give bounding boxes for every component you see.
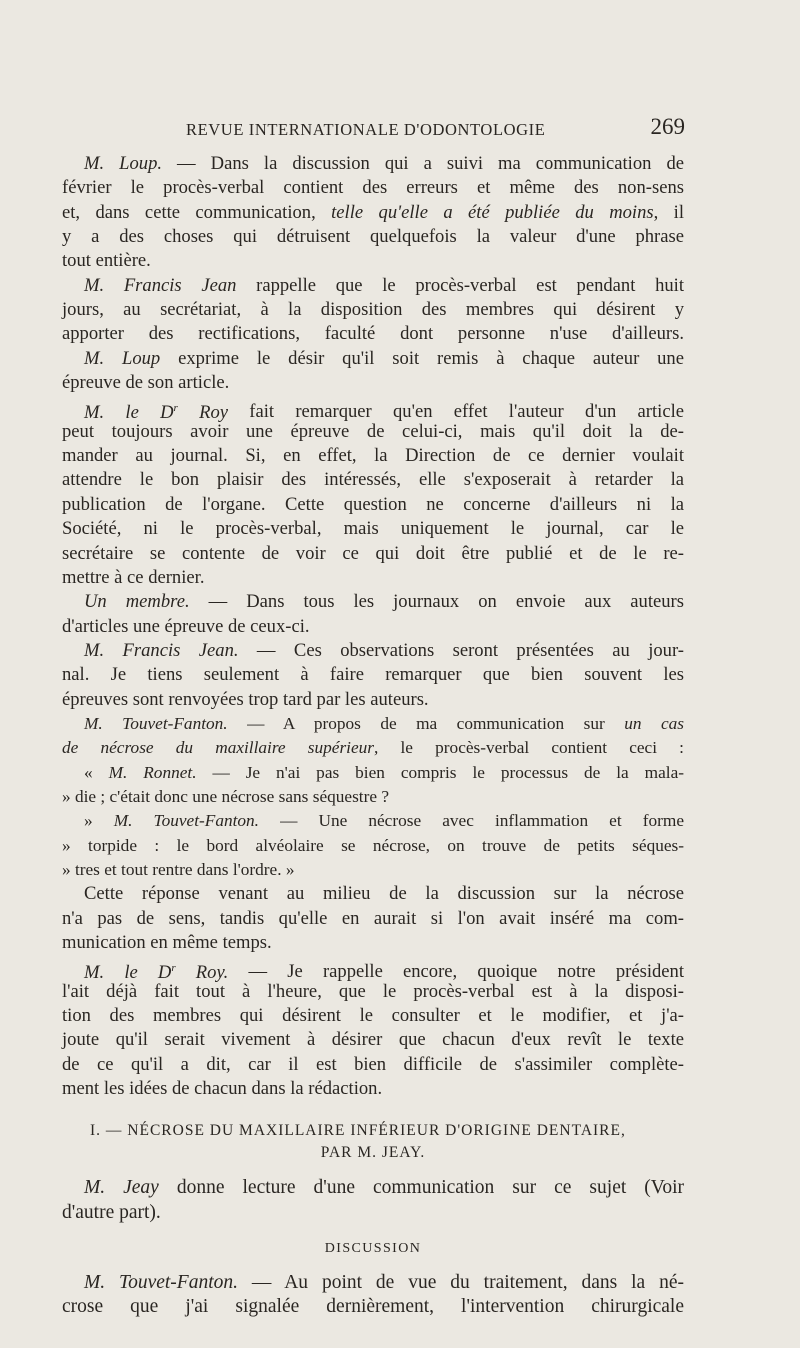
text-line: M. Jeay donne lecture d'une communication sur ce sujet (Voir xyxy=(84,1177,684,1199)
text-line: joute qu'il serait vivement à désirer que chacun d'eux revît le texte xyxy=(62,1029,684,1051)
text-line: de ce qu'il a dit, car il est bien difficile de s'assimiler complète- xyxy=(62,1053,684,1075)
text-line: crose que j'ai signalée dernièrement, l'intervention chirurgicale xyxy=(62,1296,684,1318)
text-line: attendre le bon plaisir des intéressés, elle s'exposerait à retarder la xyxy=(62,469,684,491)
text-line: M. Touvet-Fanton. — Au point de vue du traitement, dans la né- xyxy=(84,1272,684,1294)
text-line: mander au journal. Si, en effet, la Direction de ce dernier voulait xyxy=(62,445,684,467)
text-line: Cette réponse venant au milieu de la discussion sur la nécrose xyxy=(84,883,684,905)
section-heading xyxy=(62,1120,684,1164)
text-line: de nécrose du maxillaire supérieur, le procès-verbal contient ceci : xyxy=(62,738,684,758)
text-line: « M. Ronnet. — Je n'ai pas bien compris le processus de la mala- xyxy=(84,762,685,782)
text-line: M. Francis Jean rappelle que le procès-verbal est pendant huit xyxy=(84,274,684,296)
speaker-name: M. Touvet-Fanton. xyxy=(84,1272,238,1294)
text-line: jours, au secrétariat, à la disposition des membres qui désirent y xyxy=(62,299,684,321)
text-line: tion des membres qui désirent le consulter et le modifier, et j'a- xyxy=(62,1005,684,1027)
text-line: peut toujours avoir une épreuve de celui-ci, mais qu'il doit la de- xyxy=(62,420,684,442)
text-line: et, dans cette communication, telle qu'elle a été publiée du moins, il xyxy=(62,201,684,223)
body-text xyxy=(62,152,684,1320)
text-line: munication en même temps. xyxy=(62,932,272,953)
speaker-name: M. le $D^r$ Roy. xyxy=(84,961,229,983)
text-line: n'a pas de sens, tandis qu'elle en aurait si l'on avait inséré ma com- xyxy=(62,907,684,929)
running-title: REVUE INTERNATIONALE D'ODONTOLOGIE xyxy=(186,120,546,139)
text-line: M. Loup exprime le désir qu'il soit remis à chaque auteur une xyxy=(84,347,684,369)
text-line: épreuve de son article. xyxy=(62,372,230,394)
text-line: » torpide : le bord alvéolaire se nécrose, on trouve de petits séques- xyxy=(62,835,684,855)
text-line: » die ; c'était donc une nécrose sans séquestre ? xyxy=(62,786,390,806)
text-line: M. le $D^r$ Roy. — Je rappelle encore, quoique notre président xyxy=(84,961,684,983)
speaker-name: M. Loup. xyxy=(84,153,163,174)
speaker-name: M. le $D^r$ Roy xyxy=(84,401,229,423)
text-line: secrétaire se contente de voir ce qui doit être publié et de le re- xyxy=(62,542,684,564)
speaker-name: M. Touvet-Fanton. xyxy=(84,713,228,733)
text-line: ment les idées de chacun dans la rédaction. xyxy=(62,1078,383,1100)
speaker-name: M. Francis Jean xyxy=(84,274,237,296)
text-line: publication de l'organe. Cette question ne concerne d'ailleurs ni la xyxy=(62,493,684,515)
text-line: mettre à ce dernier. xyxy=(62,566,205,588)
running-header xyxy=(160,114,685,144)
speaker-name: M. Jeay xyxy=(84,1177,159,1199)
text-line: M. Francis Jean. — Ces observations seront présentées au jour- xyxy=(84,639,684,661)
text-line: d'autre part). xyxy=(62,1201,161,1223)
text-line: apporter des rectifications, faculté dont personne n'use d'ailleurs. xyxy=(62,323,684,345)
speaker-name: M. Francis Jean. xyxy=(84,639,239,661)
text-line: y a des choses qui détruisent quelquefois la valeur d'une phrase xyxy=(62,226,684,248)
text-line: Un membre. — Dans tous les journaux on envoie aux auteurs xyxy=(84,591,684,613)
page-number: 269 xyxy=(650,114,685,139)
text-line: » tres et tout rentre dans l'ordre. » xyxy=(62,859,295,879)
text-line: d'articles une épreuve de ceux-ci. xyxy=(62,615,310,637)
section-heading-author: PAR M. JEAY. xyxy=(320,1144,426,1162)
discussion-heading: DISCUSSION xyxy=(324,1241,422,1257)
speaker-name: M. Touvet-Fanton. xyxy=(113,811,260,831)
speaker-name: Un membre. xyxy=(84,591,190,613)
text-line: Société, ni le procès-verbal, mais uniquement le journal, car le xyxy=(62,518,684,540)
text-line: février le procès-verbal contient des erreurs et même des non-sens xyxy=(62,177,684,199)
speaker-name: M. Loup xyxy=(84,347,161,369)
text-line: M. le $D^r$ Roy fait remarquer qu'en effet l'auteur d'un article xyxy=(84,401,684,423)
text-line: M. Loup. — Dans la discussion qui a suivi ma communication de xyxy=(84,153,685,174)
speaker-name: M. Ronnet. xyxy=(108,762,197,782)
section-heading-line: I. — NÉCROSE DU MAXILLAIRE INFÉRIEUR D'ORIGINE DENTAIRE, xyxy=(90,1122,626,1140)
text-line: épreuves sont renvoyées trop tard par les auteurs. xyxy=(62,688,429,710)
text-line: l'ait déjà fait tout à l'heure, que le procès-verbal est à la disposi- xyxy=(62,980,684,1002)
text-line: M. Touvet-Fanton. — A propos de ma communication sur un cas xyxy=(84,713,684,733)
text-line: » M. Touvet-Fanton. — Une nécrose avec inflammation et forme xyxy=(84,811,685,831)
text-line: nal. Je tiens seulement à faire remarquer que bien souvent les xyxy=(62,664,684,686)
text-line: tout entière. xyxy=(62,250,151,272)
